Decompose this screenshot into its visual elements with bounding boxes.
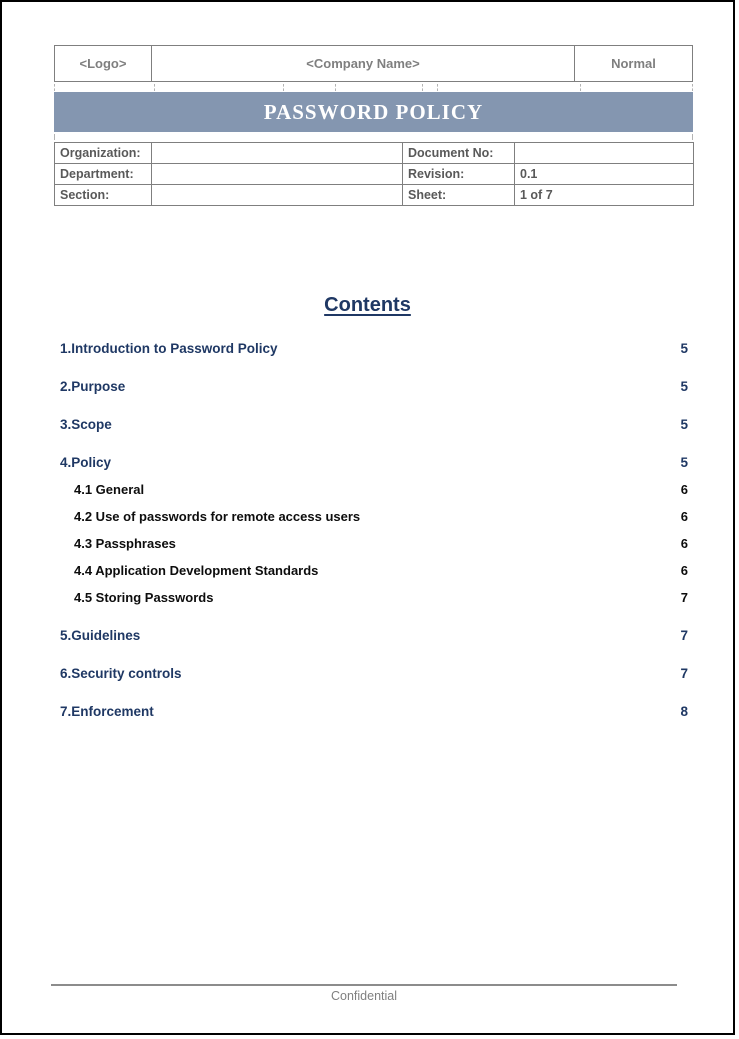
toc-entry-label: 6.Security controls — [60, 666, 182, 681]
toc-entry-security-controls[interactable] — [54, 666, 693, 681]
department-value — [152, 164, 403, 185]
document-no-value — [515, 143, 694, 164]
table-of-contents — [54, 341, 693, 719]
footer-confidential-label: Confidential — [330, 989, 397, 1003]
toc-entry-page: 7 — [680, 590, 688, 605]
meta-row-department — [55, 164, 694, 185]
revision-value: 0.1 — [515, 164, 694, 185]
toc-entry-label: 3.Scope — [60, 417, 112, 432]
toc-entry-page: 7 — [680, 666, 688, 681]
classification-cell — [575, 46, 692, 81]
table-gridline-strip-bottom — [54, 133, 693, 141]
department-label: Department: — [55, 164, 152, 185]
organization-label: Organization: — [55, 143, 152, 164]
gridline-tick — [580, 84, 581, 91]
gridline-tick — [54, 134, 55, 140]
sheet-label: Sheet: — [403, 185, 515, 206]
toc-entry-guidelines[interactable] — [54, 628, 693, 643]
contents-heading: Contents — [324, 294, 411, 316]
toc-entry-label: 4.4 Application Development Standards — [74, 563, 319, 578]
toc-entry-page: 5 — [680, 341, 688, 356]
toc-entry-page: 6 — [680, 509, 688, 524]
table-gridline-strip-top — [54, 83, 693, 92]
toc-entry-page: 5 — [680, 455, 688, 470]
toc-entry-remote-access[interactable] — [54, 509, 693, 524]
toc-entry-label: 4.5 Storing Passwords — [74, 590, 214, 605]
title-bar — [54, 92, 693, 132]
classification-label: Normal — [611, 56, 656, 71]
toc-entry-policy[interactable] — [54, 455, 693, 470]
company-name-label: <Company Name> — [306, 56, 420, 71]
revision-label: Revision: — [403, 164, 515, 185]
gridline-tick — [422, 84, 423, 91]
meta-row-organization — [55, 143, 694, 164]
toc-entry-page: 6 — [680, 563, 688, 578]
toc-entry-page: 6 — [680, 536, 688, 551]
toc-entry-label: 4.2 Use of passwords for remote access users — [74, 509, 361, 524]
gridline-tick — [154, 84, 155, 91]
section-label: Section: — [55, 185, 152, 206]
toc-entry-label: 1.Introduction to Password Policy — [60, 341, 278, 356]
toc-entry-page: 5 — [680, 417, 688, 432]
toc-entry-introduction[interactable] — [54, 341, 693, 356]
organization-value — [152, 143, 403, 164]
toc-entry-page: 7 — [680, 628, 688, 643]
toc-entry-label: 4.1 General — [74, 482, 145, 497]
gridline-tick — [283, 84, 284, 91]
meta-row-section — [55, 185, 694, 206]
toc-entry-label: 4.Policy — [60, 455, 112, 470]
toc-entry-page: 5 — [680, 379, 688, 394]
gridline-tick — [335, 84, 336, 91]
toc-entry-scope[interactable] — [54, 417, 693, 432]
toc-entry-page: 8 — [680, 704, 688, 719]
toc-entry-passphrases[interactable] — [54, 536, 693, 551]
company-name-cell — [152, 46, 575, 81]
toc-entry-label: 4.3 Passphrases — [74, 536, 176, 551]
toc-entry-label: 5.Guidelines — [60, 628, 141, 643]
gridline-tick — [437, 84, 438, 91]
gridline-tick — [692, 84, 693, 91]
footer-divider — [51, 984, 677, 986]
toc-entry-general[interactable] — [54, 482, 693, 497]
document-meta-table — [54, 142, 694, 206]
header-table — [54, 45, 693, 82]
section-value — [152, 185, 403, 206]
document-no-label: Document No: — [403, 143, 515, 164]
gridline-tick — [692, 134, 693, 140]
toc-entry-storing-passwords[interactable] — [54, 590, 693, 605]
page-title: PASSWORD POLICY — [263, 99, 484, 124]
toc-entry-label: 2.Purpose — [60, 379, 126, 394]
toc-entry-enforcement[interactable] — [54, 704, 693, 719]
sheet-value: 1 of 7 — [515, 185, 694, 206]
toc-entry-label: 7.Enforcement — [60, 704, 154, 719]
logo-placeholder — [55, 46, 152, 81]
logo-label: <Logo> — [79, 56, 127, 71]
toc-entry-app-dev-standards[interactable] — [54, 563, 693, 578]
toc-entry-page: 6 — [680, 482, 688, 497]
toc-entry-purpose[interactable] — [54, 379, 693, 394]
gridline-tick — [54, 84, 55, 91]
